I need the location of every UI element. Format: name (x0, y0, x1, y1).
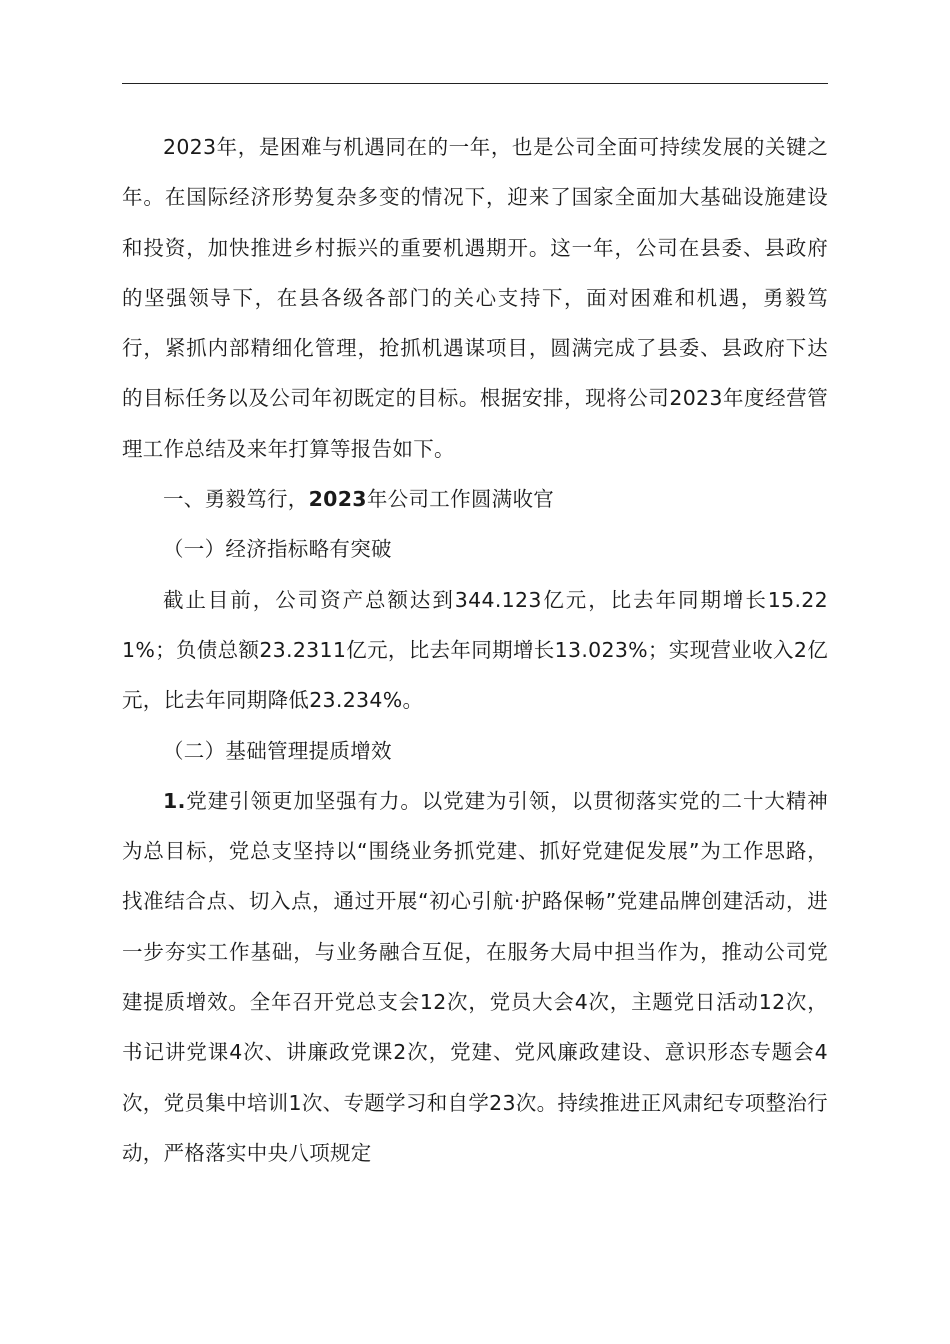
item-1-paragraph (122, 776, 828, 1178)
document-body (122, 122, 828, 1178)
section-1-heading-year: 2023 (308, 487, 367, 512)
section-1-heading (122, 474, 828, 524)
intro-paragraph: 2023年，是困难与机遇同在的一年，也是公司全面可持续发展的关键之年。在国际经济形势复杂多变的情况下，迎来了国家全面加大基础设施建设和投资，加快推进乡村振兴的重要机遇期开。这一年，公司在县委、县政府的坚强领导下，在县各级各部门的关心支持下，面对困难和机遇，勇毅笃行，紧抓内部精细化管理，抢抓机遇谋项目，圆满完成了县委、县政府下达的目标任务以及公司年初既定的目标。根据安排，现将公司2023年度经营管理工作总结及来年打算等报告如下。 (122, 135, 828, 461)
subsection-1-heading: （一）经济指标略有突破 (163, 537, 392, 562)
item-1-number: 1. (163, 788, 186, 813)
subsection-1-body: 截止目前，公司资产总额达到344.123亿元，比去年同期增长15.221%；负债总额23.2311亿元，比去年同期增长13.023%；实现营业收入2亿元，比去年同期降低23.234%。 (122, 587, 828, 713)
section-1-heading-prefix: 一、勇毅笃行， (163, 487, 309, 512)
section-1-heading-suffix: 年公司工作圆满收官 (366, 487, 555, 512)
subsection-2-heading: （二）基础管理提质增效 (163, 738, 392, 763)
item-1-body: 党建引领更加坚强有力。以党建为引领，以贯彻落实党的二十大精神为总目标，党总支坚持以“围绕业务抓党建、抓好党建促发展”为工作思路，找准结合点、切入点，通过开展“初心引航·护路保畅”党建品牌创建活动，进一步夯实工作基础，与业务融合互促，在服务大局中担当作为，推动公司党建提质增效。全年召开党总支会12次，党员大会4次，主题党日活动12次，书记讲党课4次、讲廉政党课2次，党建、党风廉政建设、意识形态专题会4次，党员集中培训1次、专题学习和自学23次。持续推进正风肃纪专项整治行动，严格落实中央八项规定 (122, 788, 828, 1165)
header-rule (122, 83, 828, 84)
